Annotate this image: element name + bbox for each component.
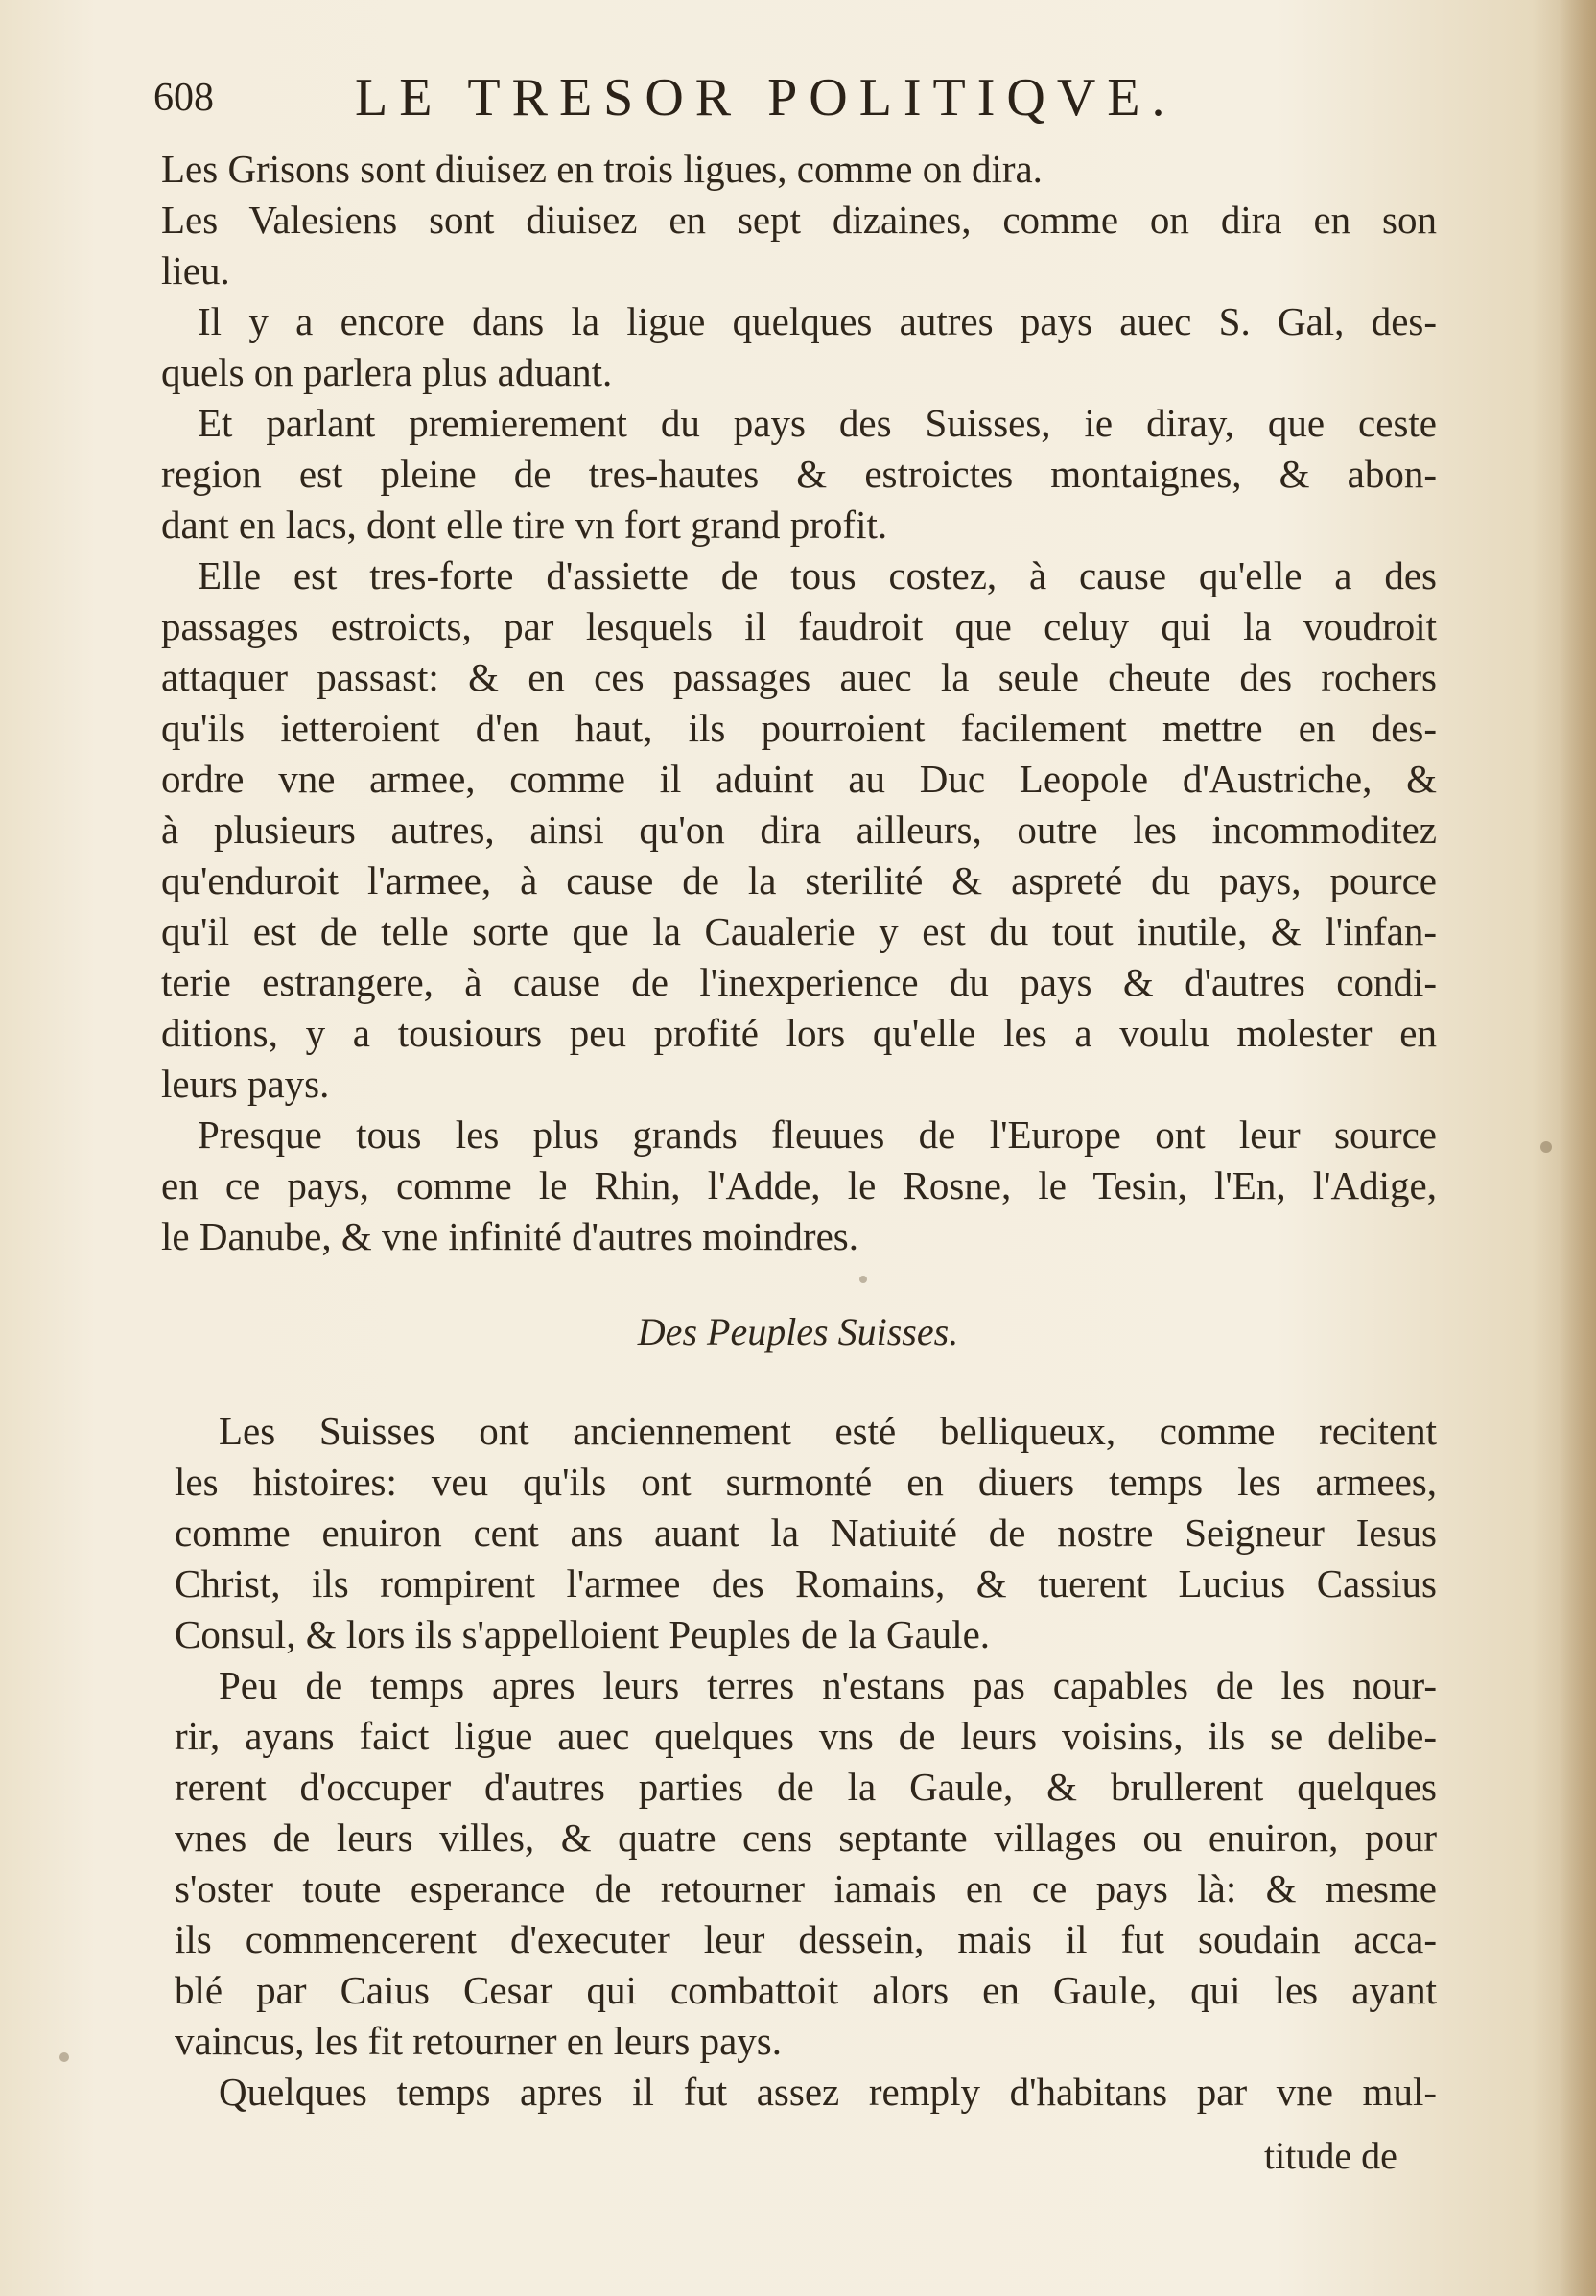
text-line: ditions, y a tousiours peu profité lors qu'elle les a voulu molester en [161,1011,1437,1055]
text-line: en ce pays, comme le Rhin, l'Adde, le Rosne, le Tesin, l'En, l'Adige, [161,1163,1437,1207]
text-line: Les Valesiens sont diuisez en sept dizaines, comme on dira en son [161,198,1437,242]
running-title: LE TRESOR POLITIQVE. [355,68,1177,128]
ink-speck [59,2052,69,2062]
ink-speck [859,1276,867,1283]
text-line: qu'il est de telle sorte que la Caualerie y est du tout inutile, & l'infan- [161,909,1437,953]
text-line: ils commencerent d'executer leur dessein, mais il fut soudain acca- [175,1917,1437,1961]
text-line: s'oster toute esperance de retourner iamais en ce pays là: & mesme [175,1866,1437,1910]
text-line: les histoires: veu qu'ils ont surmonté en diuers temps les armees, [175,1460,1437,1504]
text-line: passages estroicts, par lesquels il faudroit que celuy qui la voudroit [161,604,1437,648]
text-line: Consul, & lors ils s'appelloient Peuples de la Gaule. [175,1612,991,1656]
text-line: Christ, ils rompirent l'armee des Romains, & tuerent Lucius Cassius [175,1561,1437,1605]
text-line: vaincus, les fit retourner en leurs pays. [175,2019,783,2063]
text-line: terie estrangere, à cause de l'inexperience du pays & d'autres condi- [161,960,1437,1004]
text-line: à plusieurs autres, ainsi qu'on dira ailleurs, outre les incommoditez [161,808,1437,852]
section-1-text [161,144,1437,1262]
section-2-text [175,1406,1437,2118]
text-line: Presque tous les plus grands fleuues de l'Europe ont leur source [198,1113,1437,1157]
text-line: Les Grisons sont diuisez en trois ligues, comme on dira. [161,147,1043,191]
text-line: qu'ils ietteroient d'en haut, ils pourroient facilement mettre en des- [161,706,1437,750]
text-line: comme enuiron cent ans auant la Natiuité de nostre Seigneur Iesus [175,1511,1437,1555]
text-line: Et parlant premierement du pays des Suisses, ie diray, que ceste [198,401,1437,445]
text-line: attaquer passast: & en ces passages auec la seule cheute des rochers [161,655,1437,699]
text-line: Les Suisses ont anciennement esté belliqueux, comme recitent [219,1409,1437,1453]
text-line: vnes de leurs villes, & quatre cens septante villages ou enuiron, pour [175,1816,1437,1860]
section-heading: Des Peuples Suisses. [637,1310,959,1353]
text-line: ordre vne armee, comme il aduint au Duc Leopole d'Austriche, & [161,757,1437,801]
text-line: qu'enduroit l'armee, à cause de la sterilité & aspreté du pays, pource [161,858,1437,902]
page-header [153,67,1448,134]
page-number: 608 [153,76,214,120]
text-line: quels on parlera plus aduant. [161,350,613,394]
text-line: Peu de temps apres leurs terres n'estans pas capables de les nour- [219,1663,1437,1707]
text-line: leurs pays. [161,1062,330,1106]
text-line: le Danube, & vne infinité d'autres moindres. [161,1214,858,1258]
text-line: rir, ayans faict ligue auec quelques vns de leurs voisins, ils se delibe- [175,1714,1437,1758]
text-line: Quelques temps apres il fut assez remply d'habitans par vne mul- [219,2070,1437,2114]
text-line: rerent d'occuper d'autres parties de la Gaule, & brullerent quelques [175,1765,1437,1809]
text-line: lieu. [161,248,230,293]
catchword: titude de [1264,2134,1397,2177]
text-line: blé par Caius Cesar qui combattoit alors en Gaule, qui les ayant [175,1968,1437,2012]
ink-speck [1540,1141,1552,1153]
text-line: Elle est tres-forte d'assiette de tous costez, à cause qu'elle a des [198,553,1437,597]
page-edge-shadow [1560,0,1596,2296]
text-line: region est pleine de tres-hautes & estroictes montaignes, & abon- [161,452,1437,496]
text-line: dant en lacs, dont elle tire vn fort grand profit. [161,503,888,547]
text-line: Il y a encore dans la ligue quelques autres pays auec S. Gal, des- [198,299,1437,343]
